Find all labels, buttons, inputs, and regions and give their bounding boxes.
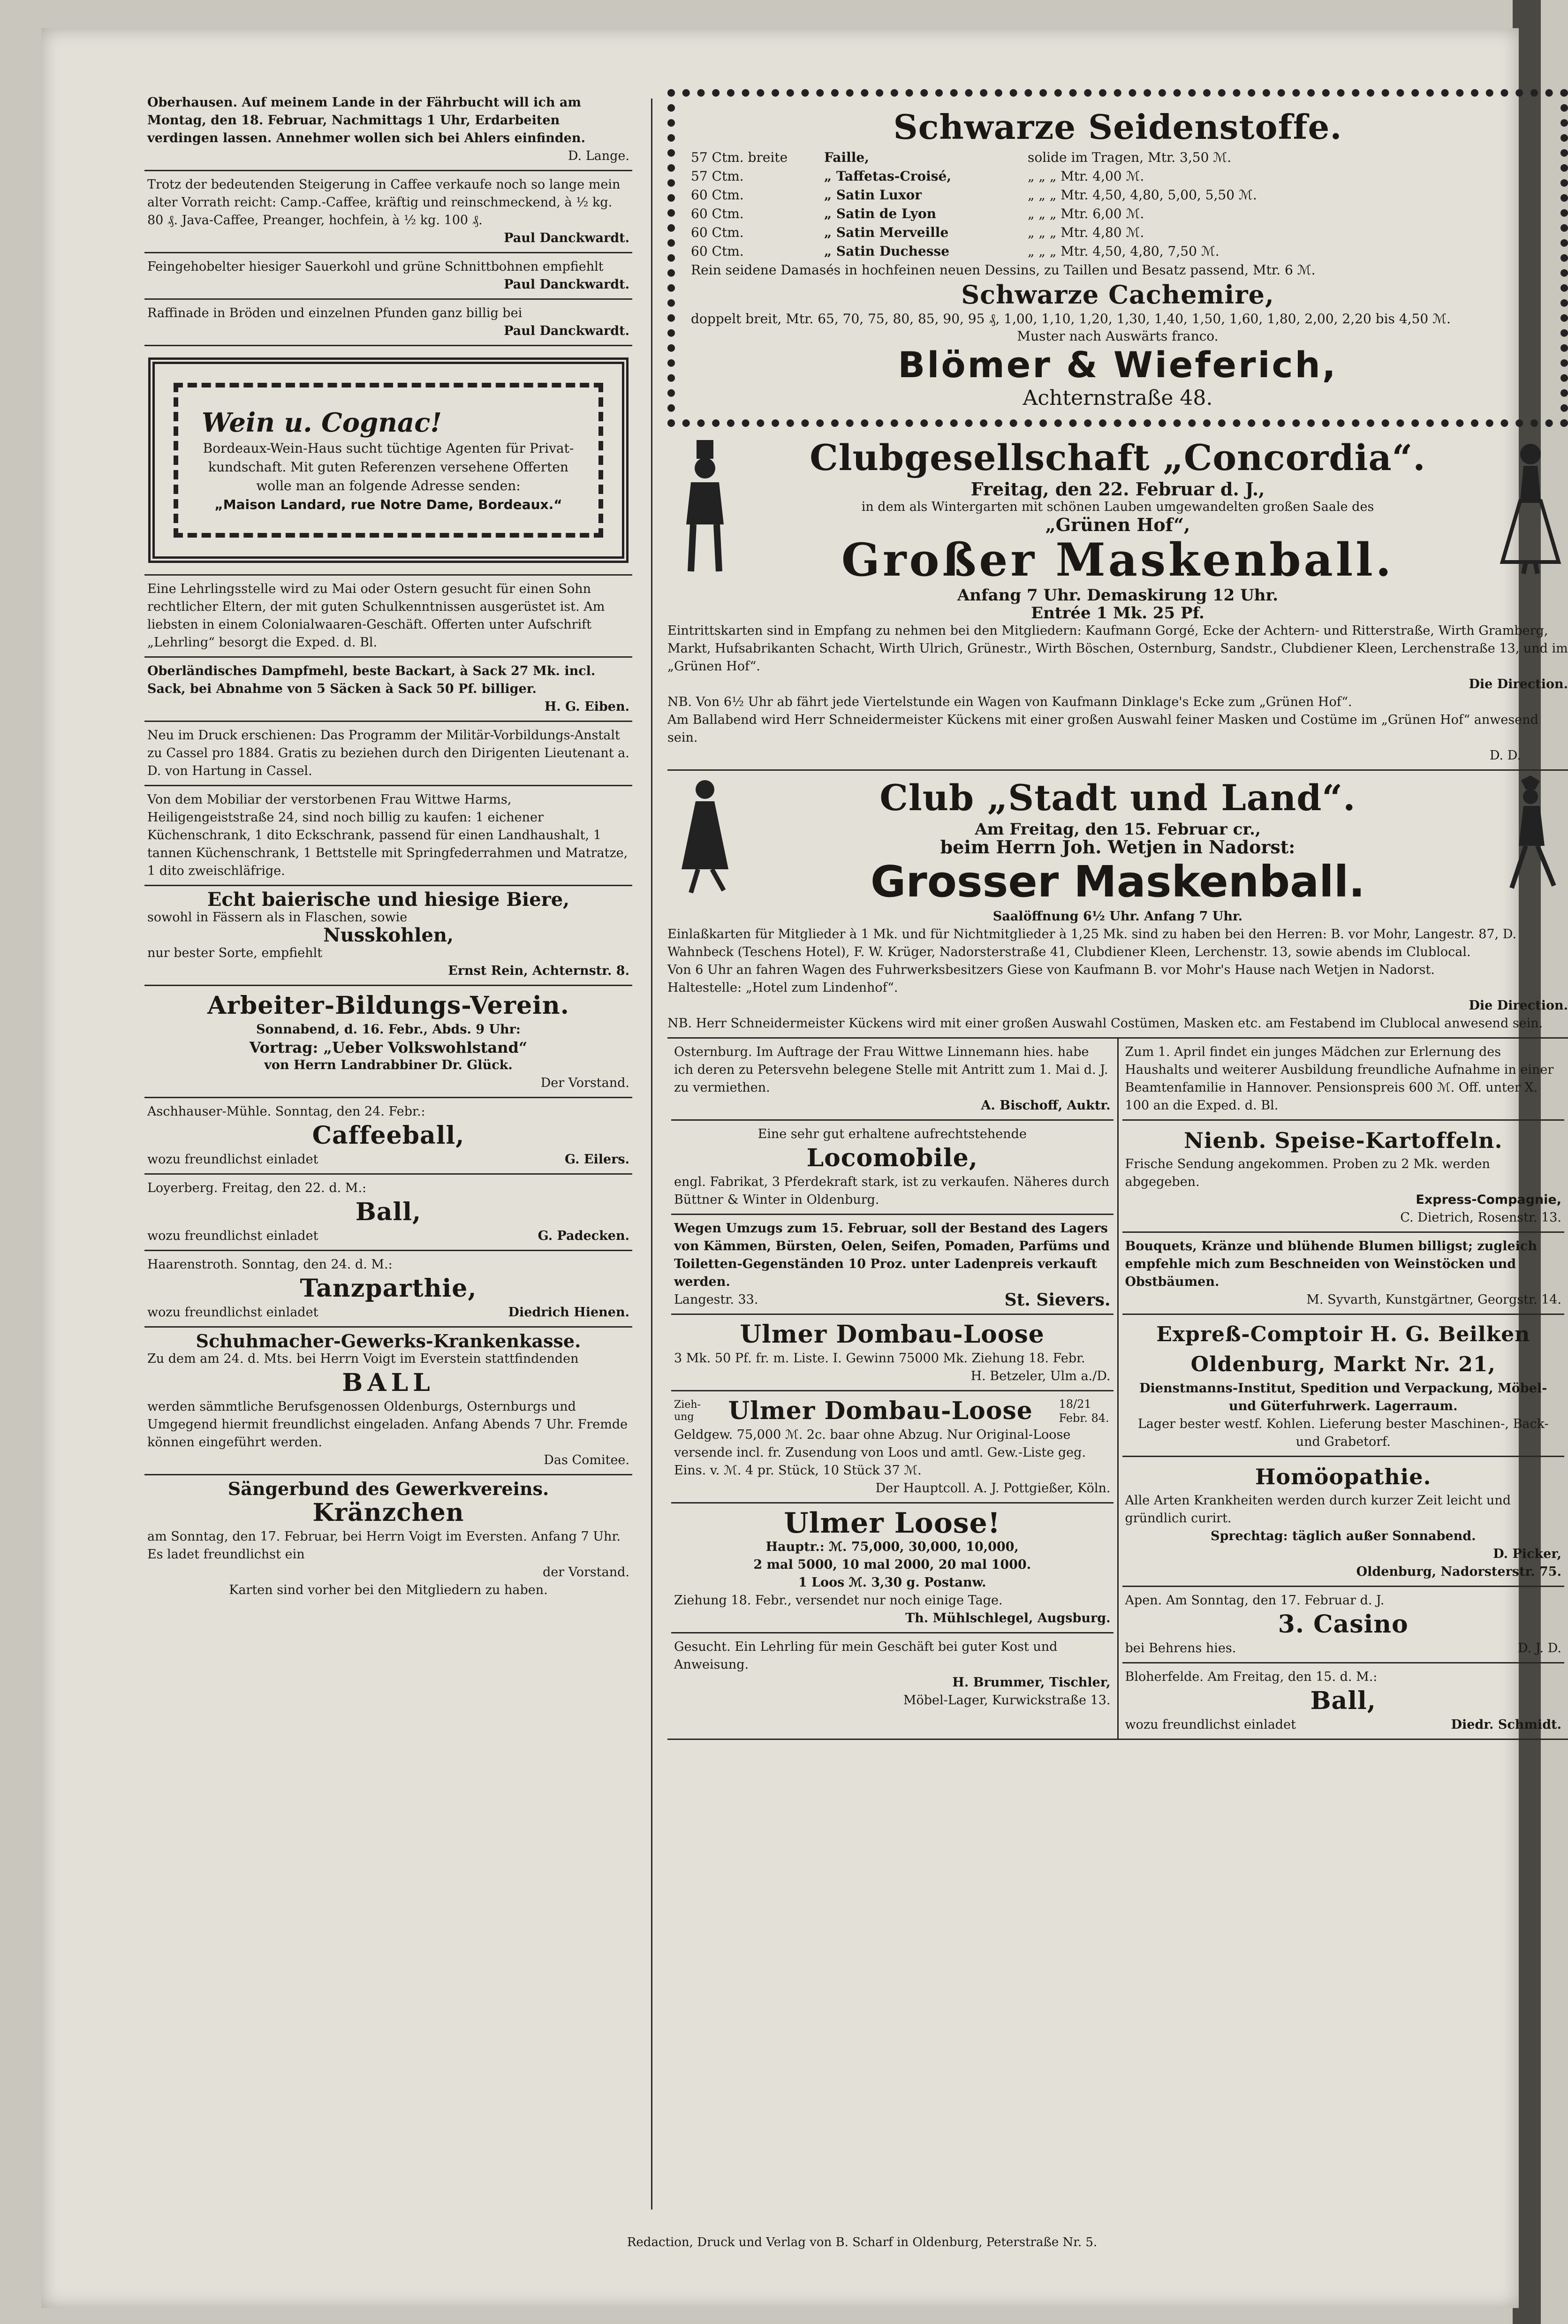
- ad-ulmer-loose-1: [671, 1315, 1114, 1391]
- ad-signature: H. Brummer, Tischler,: [952, 1675, 1111, 1690]
- ad-text: Gesucht. Ein Lehrling für mein Geschäft bei guter Kost und Anweisung.: [674, 1640, 1058, 1672]
- ad-date: 18/21 Febr. 84.: [1059, 1397, 1109, 1425]
- ad-line: Apen. Am Sonntag, den 17. Februar d. J.: [1125, 1593, 1385, 1608]
- ad-loyerberg: [144, 1175, 632, 1251]
- ad-signature: Th. Mühlschlegel, Augsburg.: [905, 1611, 1111, 1625]
- cachemire-prices: doppelt breit, Mtr. 65, 70, 75, 80, 85, 90, 95 ₰, 1,00, 1,10, 1,20, 1,30, 1,40, 1,50, 1,60, 1,80, 2,00, 2,20 bis 4,50 ℳ.: [691, 311, 1451, 327]
- ad-seidenstoffe: [667, 89, 1568, 427]
- muster-line: Muster nach Auswärts franco.: [1017, 328, 1219, 344]
- ad-signature: D. Picker,: [1493, 1547, 1561, 1561]
- ad-line: von Herrn Landrabbiner Dr. Glück.: [264, 1058, 513, 1072]
- ad-address: Langestr. 33.: [674, 1292, 758, 1307]
- ad-kartoffeln: [1122, 1121, 1565, 1233]
- ad-maedchen: [1122, 1039, 1565, 1121]
- ad-casino: [1122, 1587, 1565, 1663]
- ad-signature: Ernst Rein, Achternstr. 8.: [448, 964, 629, 978]
- ad-text: Lager bester westf. Kohlen. Lieferung bester Maschinen-, Back- und Grabetorf.: [1137, 1417, 1549, 1449]
- ornamental-frame: [148, 357, 629, 563]
- ad-line: Sprechtag: täglich außer Sonnabend.: [1210, 1529, 1476, 1543]
- ad-aschhauser-muehle: [144, 1098, 632, 1175]
- ad-address: Oldenburg, Nadorsterstr. 75.: [1356, 1565, 1561, 1579]
- ad-osternburg: [671, 1039, 1114, 1121]
- ad-title: Locomobile,: [806, 1144, 978, 1172]
- ad-signature: H. G. Eiben.: [544, 699, 629, 714]
- ad-signature: D. D.: [1489, 748, 1521, 763]
- ad-line: Entrée 1 Mk. 25 Pf.: [1031, 604, 1204, 623]
- ad-line: am Sonntag, den 17. Februar, bei Herrn Voigt im Eversten. Anfang 7 Uhr. Es ladet freundlichst ein: [147, 1529, 621, 1562]
- ad-title: Arbeiter-Bildungs-Verein.: [207, 991, 569, 1020]
- ad-text: sowohl in Fässern als in Flaschen, sowie: [147, 910, 408, 925]
- ad-body: Am Ballabend wird Herr Schneidermeister Kückens mit einer großen Auswahl feiner Masken und Costüme im „Grünen Hof“ anwesend sein.: [667, 713, 1538, 745]
- ad-title: 3. Casino: [1278, 1610, 1409, 1639]
- ad-headline: Grosser Maskenball.: [870, 857, 1365, 907]
- ad-title: Ulmer Dombau-Loose: [740, 1320, 1045, 1349]
- ad-signature: Die Direction.: [1469, 677, 1568, 691]
- ad-ulmer-loose-3: [671, 1504, 1114, 1633]
- ad-title: Tanzparthie,: [300, 1274, 477, 1303]
- ad-express-comptoir: [1122, 1315, 1565, 1457]
- ad-signature: Diedrich Hienen.: [508, 1305, 629, 1320]
- ad-title: Schwarze Seidenstoffe.: [893, 107, 1342, 147]
- ad-signature: Paul Danckwardt.: [504, 277, 629, 292]
- jester-illustration: [1498, 775, 1563, 897]
- ad-signature: D. Lange.: [568, 149, 629, 163]
- ad-raffinade: [144, 300, 632, 346]
- ad-text: nur bester Sorte, empfiehlt: [147, 946, 323, 960]
- ad-signature: Die Direction.: [1469, 998, 1568, 1013]
- ad-line: wozu freundlichst einladet: [147, 1229, 318, 1243]
- imprint-footer: Redaction, Druck und Verlag von B. Scharf in Oldenburg, Peterstraße Nr. 5.: [627, 2235, 1098, 2249]
- ad-line: Haarenstroth. Sonntag, den 24. d. M.:: [147, 1257, 393, 1272]
- ad-line: Loyerberg. Freitag, den 22. d. M.:: [147, 1181, 367, 1195]
- ad-text: engl. Fabrikat, 3 Pferdekraft stark, ist zu verkaufen. Näheres durch Büttner & Winter in Oldenburg.: [674, 1175, 1109, 1207]
- ad-text: Eine Lehrlingsstelle wird zu Mai oder Ostern gesucht für einen Sohn rechtlicher Eltern, der mit guten Schulkenntnissen ausgerüstet ist. Am liebsten in einem Colonialwaaren-Geschäft. Offerten unter Aufschrift „Lehrling“ besorgt die Exped. d. Bl.: [147, 582, 605, 650]
- right-column: [667, 89, 1568, 2214]
- ad-locomobile: [671, 1121, 1114, 1215]
- firm-address: Achternstraße 48.: [1023, 386, 1213, 410]
- ad-signature: St. Sievers.: [1004, 1290, 1111, 1310]
- ad-line: Ziehung 18. Febr., versendet nur noch einige Tage.: [674, 1593, 1003, 1608]
- ad-line: Vortrag: „Ueber Volkswohlstand“: [249, 1039, 528, 1056]
- left-column: [144, 89, 632, 2214]
- ad-line: Zu dem am 24. d. Mts. bei Herrn Voigt im Everstein stattfindenden: [147, 1352, 579, 1366]
- ad-sievers: [671, 1215, 1114, 1315]
- ad-address: Möbel-Lager, Kurwickstraße 13.: [903, 1693, 1111, 1708]
- ad-text: Osternburg. Im Auftrage der Frau Wittwe Linnemann hies. habe ich deren zu Petersvehn belegene Stelle mit Antritt zum 1. Mai d. J. zu vermiethen.: [674, 1045, 1108, 1095]
- price-row: 60 Ctm. „ Satin Duchesse „ „ „ Mtr. 4,50, 4,80, 7,50 ℳ.: [691, 243, 1220, 259]
- ad-brummer: [671, 1633, 1114, 1714]
- ad-text: Feingehobelter hiesiger Sauerkohl und grüne Schnittbohnen empfiehlt: [147, 259, 604, 274]
- ad-signature: H. Betzeler, Ulm a./D.: [970, 1369, 1111, 1383]
- ad-bouquets: [1122, 1233, 1565, 1315]
- ad-subtitle: BALL: [342, 1368, 435, 1397]
- ad-signature: M. Syvarth, Kunstgärtner, Georgstr. 14.: [1306, 1292, 1561, 1307]
- ad-line: Sonnabend, d. 16. Febr., Abds. 9 Uhr:: [256, 1022, 521, 1037]
- ad-text: Dienstmanns-Institut, Spedition und Verpackung, Möbel- und Güterfuhrwerk. Lagerraum.: [1139, 1381, 1547, 1413]
- ad-caffee: [144, 171, 632, 253]
- ad-title: Ulmer Loose!: [784, 1507, 1001, 1540]
- wein-title: Wein u. Cognac!: [202, 407, 442, 438]
- ad-subtitle: Nusskohlen,: [323, 924, 454, 946]
- ad-line: in dem als Wintergarten mit schönen Lauben umgewandelten großen Saale des: [861, 500, 1374, 514]
- ad-line: bei Behrens hies.: [1125, 1641, 1236, 1656]
- ad-signature: Paul Danckwardt.: [504, 324, 629, 338]
- ad-stadt-und-land: [667, 771, 1568, 1039]
- damas-line: Rein seidene Damasés in hochfeinen neuen Dessins, zu Taillen und Besatz passend, Mtr. 6 ℳ.: [691, 262, 1316, 278]
- ad-subtitle: Oldenburg, Markt Nr. 21,: [1190, 1352, 1496, 1376]
- ad-concordia: [667, 431, 1568, 771]
- ad-signature: Der Vorstand.: [540, 1076, 629, 1090]
- newspaper-page: [41, 28, 1568, 2308]
- ad-body: Einlaßkarten für Mitglieder à 1 Mk. und für Nichtmitglieder à 1,25 Mk. sind zu haben bei den Herren: B. vor Mohr, Langestr. 87, D. Wahnbeck (Teschens Hotel), F. W. Krüger, Nadorsterstraße 41, Clubdiener Kleen, Lerchenstr. 13, sowie abends im Clublocal.: [667, 927, 1517, 959]
- ad-mobiliar: [144, 786, 632, 886]
- ad-title: Ball,: [355, 1198, 422, 1226]
- ad-text: Wegen Umzugs zum 15. Februar, soll der Bestand des Lagers von Kämmen, Bürsten, Oelen, Seifen, Pomaden, Parfüms und Toiletten-Gegenständen 10 Proz. unter Ladenpreis verkauft werden.: [674, 1221, 1110, 1289]
- ad-text: Trotz der bedeutenden Steigerung in Caffee verkaufe noch so lange mein alter Vorrath reicht: Camp.-Caffee, kräftig und reinschmeckend, à ½ kg. 80 ₰. Java-Caffee, Preanger, hochfein, à ½ kg. 100 ₰.: [147, 177, 621, 228]
- ad-line: 2 mal 5000, 10 mal 2000, 20 mal 1000.: [753, 1557, 1031, 1572]
- ad-body: Eintrittskarten sind in Empfang zu nehmen bei den Mitgliedern: Kaufmann Gorgé, Ecke der Achtern- und Ritterstraße, Wirth Gramberg, Markt, Hufsabrikanten Schacht, Wirth Ulrich, Grünestr., Wirth Böschen, Osternburg, Sandstr., Clubdiener Kleen, Lerchenstraße 13, und im „Grünen Hof“.: [667, 623, 1568, 674]
- ad-text: Von dem Mobiliar der verstorbenen Frau Wittwe Harms, Heiligengeiststraße 24, sind noch billig zu kaufen: 1 eichener Küchenschrank, 1 dito Eckschrank, passend für einen Landhaushalt, 1 tannen Küchenschrank, 1 Bettstelle mit Springfederrahmen und Matratze, 1 dito zweischläfrige.: [147, 792, 628, 878]
- firm-name: Blömer & Wieferich,: [898, 344, 1338, 386]
- ad-line: Eine sehr gut erhaltene aufrechtstehende: [757, 1127, 1027, 1141]
- ad-line: Aschhauser-Mühle. Sonntag, den 24. Febr.:: [147, 1104, 425, 1119]
- ad-sauerkohl: [144, 253, 632, 300]
- ad-signature: Diedr. Schmidt.: [1451, 1717, 1561, 1732]
- ad-subtitle: Kränzchen: [312, 1498, 464, 1527]
- ad-ulmer-loose-2: [671, 1391, 1114, 1504]
- ad-signature: G. Padecken.: [538, 1229, 629, 1243]
- ad-text: Zum 1. April findet ein junges Mädchen zur Erlernung des Haushalts und weiterer Ausbildung freundliche Aufnahme in einer Beamtenfamilie in Hannover. Pensionspreis 600 ℳ. Off. unter X. 100 an die Exped. d. Bl.: [1125, 1045, 1554, 1113]
- ad-signature: der Vorstand.: [543, 1565, 629, 1580]
- ad-text: Raffinade in Bröden und einzelnen Pfunden ganz billig bei: [147, 306, 523, 320]
- ad-line: wozu freundlichst einladet: [147, 1152, 318, 1167]
- price-row: 57 Ctm. „ Taffetas-Croisé, „ „ „ Mtr. 4,00 ℳ.: [691, 168, 1144, 184]
- ad-lehrlingsstelle: [144, 576, 632, 658]
- dancer-illustration: [672, 775, 738, 897]
- masked-man-illustration: [672, 440, 738, 581]
- ad-line: Bloherfelde. Am Freitag, den 15. d. M.:: [1125, 1670, 1378, 1684]
- ad-signature: C. Dietrich, Rosenstr. 13.: [1400, 1210, 1561, 1225]
- ad-wein-cognac: [144, 346, 632, 576]
- ad-line: Anfang 7 Uhr. Demaskirung 12 Uhr.: [957, 586, 1279, 605]
- ad-title: Sängerbund des Gewerkvereins.: [227, 1478, 549, 1499]
- ad-signature: Das Comitee.: [544, 1453, 629, 1467]
- ad-text: Bouquets, Kränze und blühende Blumen billigst; zugleich empfehle mich zum Beschneiden von Weinstöcken und Obstbäumen.: [1125, 1239, 1537, 1289]
- ad-biere: [144, 886, 632, 986]
- price-row: 57 Ctm. breite Faille, solide im Tragen, Mtr. 3,50 ℳ.: [691, 150, 1232, 165]
- ad-text: Oberländisches Dampfmehl, beste Backart, à Sack 27 Mk. incl. Sack, bei Abnahme von 5 Säcken à Sack 50 Pf. billiger.: [147, 664, 596, 696]
- price-row: 60 Ctm. „ Satin Luxor „ „ „ Mtr. 4,50, 4,80, 5,00, 5,50 ℳ.: [691, 187, 1257, 203]
- ad-signature: Paul Danckwardt.: [504, 231, 629, 245]
- classified-columns: [667, 1039, 1568, 1740]
- ad-dampfmehl: [144, 658, 632, 722]
- ad-signature: D. J. D.: [1517, 1641, 1561, 1656]
- ad-title: Echt baierische und hiesige Biere,: [207, 889, 570, 911]
- wein-text: Bordeaux-Wein-Haus sucht tüchtige Agenten für Privat-kundschaft. Mit guten Referenzen versehene Offerten wolle man an folgende Adresse senden:: [203, 440, 574, 494]
- ad-arbeiter-bildungs-verein: [144, 986, 632, 1098]
- ad-programm: [144, 722, 632, 786]
- ad-title: Nienb. Speise-Kartoffeln.: [1183, 1128, 1503, 1153]
- wein-address: „Maison Landard, rue Notre Dame, Bordeaux.“: [214, 497, 562, 512]
- ad-saengerbund: [144, 1475, 632, 1604]
- ad-line: wozu freundlichst einladet: [1125, 1717, 1296, 1732]
- ad-line: Hauptr.: ℳ. 75,000, 30,000, 10,000,: [765, 1540, 1019, 1554]
- ad-text: Neu im Druck erschienen: Das Programm der Militär-Vorbildungs-Anstalt zu Cassel pro 1884. Gratis zu beziehen durch den Dirigenten Lieutenant a. D. von Hartung in Cassel.: [147, 728, 629, 778]
- ad-oberhausen: [144, 89, 632, 171]
- ad-signature: Der Hauptcoll. A. J. Pottgießer, Köln.: [875, 1481, 1111, 1496]
- ad-body: Von 6 Uhr an fahren Wagen des Fuhrwerksbesitzers Giese von Kaufmann B. vor Mohr's Hause nach Wetjen in Nadorst.: [667, 963, 1435, 977]
- ad-homoeopathie: [1122, 1457, 1565, 1587]
- ad-title: Ulmer Dombau-Loose: [728, 1397, 1033, 1425]
- price-row: 60 Ctm. „ Satin de Lyon „ „ „ Mtr. 6,00 ℳ.: [691, 206, 1144, 221]
- ad-body: NB. Von 6½ Uhr ab fährt jede Viertelstunde ein Wagen von Kaufmann Dinklage's Ecke zum „Grünen Hof“.: [667, 695, 1352, 709]
- ad-text: Alle Arten Krankheiten werden durch kurzer Zeit leicht und gründlich curirt.: [1125, 1493, 1511, 1526]
- ad-line: Saalöffnung 6½ Uhr. Anfang 7 Uhr.: [992, 909, 1243, 924]
- ad-line: „Grünen Hof“,: [1045, 514, 1190, 535]
- ad-line: Am Freitag, den 15. Februar cr.,: [975, 820, 1261, 839]
- classified-right: [1119, 1039, 1568, 1739]
- ad-bloherfelde: [1122, 1663, 1565, 1739]
- ad-title: Ball,: [1310, 1686, 1376, 1715]
- ad-body: Haltestelle: „Hotel zum Lindenhof“.: [667, 980, 898, 995]
- ad-line: Karten sind vorher bei den Mitgliedern zu haben.: [229, 1583, 548, 1597]
- classified-left: [667, 1039, 1119, 1739]
- ad-line: beim Herrn Joh. Wetjen in Nadorst:: [940, 836, 1295, 858]
- ad-text: 3 Mk. 50 Pf. fr. m. Liste. I. Gewinn 75000 Mk. Ziehung 18. Febr.: [674, 1351, 1085, 1366]
- ad-line: 1 Loos ℳ. 3,30 g. Postanw.: [798, 1575, 986, 1590]
- ad-line: werden sämmtliche Berufsgenossen Oldenburgs, Osternburgs und Umgegend hiermit freundlichst eingeladen. Anfang Abends 7 Uhr. Fremde können eingeführt werden.: [147, 1399, 628, 1450]
- ad-text: Frische Sendung angekommen. Proben zu 2 Mk. werden abgegeben.: [1125, 1157, 1490, 1189]
- ad-signature: Express-Compagnie,: [1416, 1192, 1561, 1207]
- ad-prefix: Zieh- ung: [674, 1399, 701, 1423]
- column-rule: [651, 99, 652, 2210]
- ornamental-frame-inner: [174, 383, 603, 538]
- ad-haarenstroth: [144, 1251, 632, 1328]
- ad-body: NB. Herr Schneidermeister Kückens wird mit einer großen Auswahl Costümen, Masken etc. am Festabend im Clublocal anwesend sein.: [667, 1016, 1543, 1031]
- ad-text: Geldgew. 75,000 ℳ. 2c. baar ohne Abzug. Nur Original-Loose versende incl. fr. Zusendung von Loos und amtl. Gew.-Liste geg. Eins. v. ℳ. 4 pr. Stück, 10 Stück 37 ℳ.: [674, 1428, 1086, 1478]
- ad-headline: Großer Maskenball.: [841, 533, 1394, 586]
- ad-title: Clubgesellschaft „Concordia“.: [810, 437, 1426, 478]
- ad-subtitle: Schwarze Cachemire,: [961, 280, 1274, 310]
- ad-title: Club „Stadt und Land“.: [879, 777, 1356, 819]
- ad-title: Homöopathie.: [1255, 1464, 1432, 1489]
- price-row: 60 Ctm. „ Satin Merveille „ „ „ Mtr. 4,80 ℳ.: [691, 225, 1144, 240]
- ad-text: Oberhausen. Auf meinem Lande in der Fährbucht will ich am Montag, den 18. Februar, Nachmittags 1 Uhr, Erdarbeiten verdingen lassen. Annehmer wollen sich bei Ahlers einfinden.: [147, 95, 585, 145]
- ad-title: Expreß-Comptoir H. G. Beilken: [1156, 1322, 1530, 1346]
- ad-line: wozu freundlichst einladet: [147, 1305, 318, 1320]
- ad-signature: A. Bischoff, Auktr.: [981, 1098, 1111, 1113]
- ad-title: Schuhmacher-Gewerks-Krankenkasse.: [196, 1330, 581, 1352]
- ad-signature: G. Eilers.: [565, 1152, 629, 1167]
- ad-line: Freitag, den 22. Februar d. J.,: [970, 478, 1265, 500]
- price-list: [691, 148, 1545, 261]
- masked-woman-illustration: [1498, 435, 1563, 576]
- ad-title: Caffeeball,: [312, 1121, 465, 1150]
- ad-schuhmacher: [144, 1328, 632, 1475]
